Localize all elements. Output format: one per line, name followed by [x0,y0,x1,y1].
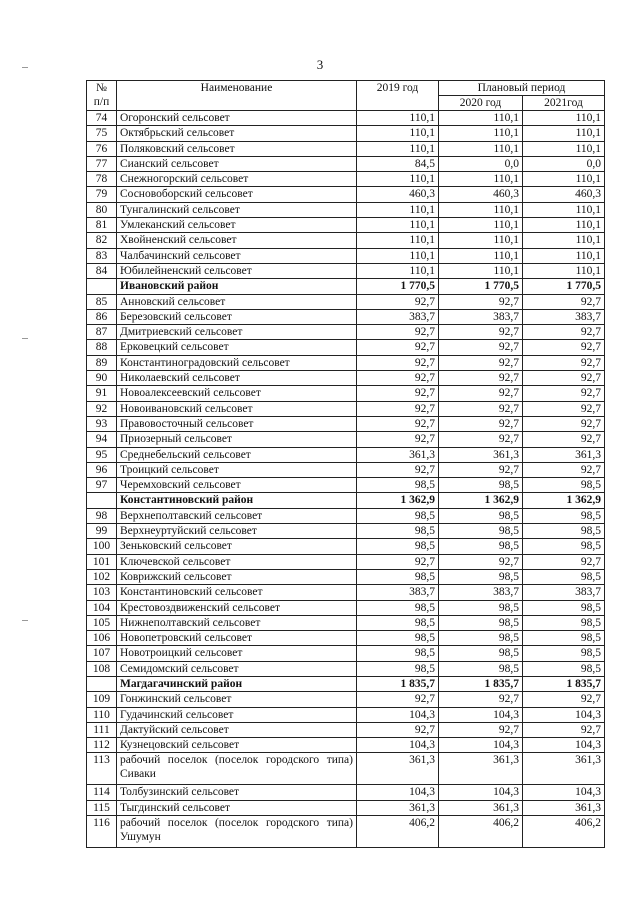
table-row [87,355,605,370]
table-row [87,432,605,447]
row-number: 100 [87,539,117,554]
table-row [87,753,605,785]
row-number: 98 [87,508,117,523]
table-row [87,539,605,554]
table-row [87,600,605,615]
row-value-2020: 98,5 [439,646,523,661]
row-value-2020: 110,1 [439,218,523,233]
table-row [87,141,605,156]
row-value-2019: 110,1 [357,263,439,278]
row-value-2019: 98,5 [357,615,439,630]
row-value-2019: 98,5 [357,600,439,615]
row-value-2020: 92,7 [439,294,523,309]
row-value-2019: 104,3 [357,785,439,800]
row-value-2021: 98,5 [523,631,605,646]
row-name: Снежногорский сельсовет [117,172,357,187]
scan-mark [22,338,28,339]
district-row [87,493,605,508]
table-row [87,340,605,355]
header-num-line2: п/п [93,96,110,108]
row-number: 90 [87,371,117,386]
row-name: рабочий поселок (поселок городского типа) Сиваки [117,753,357,785]
row-name: Николаевский сельсовет [117,371,357,386]
table-row [87,126,605,141]
row-number: 95 [87,447,117,462]
row-value-2019: 92,7 [357,554,439,569]
row-name: Приозерный сельсовет [117,432,357,447]
row-number: 74 [87,111,117,126]
row-number: 101 [87,554,117,569]
row-number: 89 [87,355,117,370]
row-number: 109 [87,692,117,707]
row-number: 115 [87,800,117,815]
row-number: 83 [87,248,117,263]
row-value-2021: 92,7 [523,722,605,737]
row-value-2020: 110,1 [439,111,523,126]
row-value-2019: 104,3 [357,707,439,722]
row-value-2021: 92,7 [523,401,605,416]
row-value-2021: 110,1 [523,233,605,248]
row-value-2019: 110,1 [357,126,439,141]
row-value-2019: 92,7 [357,692,439,707]
row-value-2020: 110,1 [439,263,523,278]
row-number: 110 [87,707,117,722]
row-value-2021: 406,2 [523,816,605,848]
row-value-2019: 383,7 [357,585,439,600]
row-value-2020: 92,7 [439,355,523,370]
row-value-2021: 104,3 [523,785,605,800]
table-row [87,325,605,340]
row-value-2019: 110,1 [357,172,439,187]
header-name: Наименование [117,81,357,111]
row-name: Октябрьский сельсовет [117,126,357,141]
row-name: Константиноградовский сельсовет [117,355,357,370]
row-name: Гудачинский сельсовет [117,707,357,722]
row-value-2021: 98,5 [523,478,605,493]
row-name: Дактуйский сельсовет [117,722,357,737]
row-value-2019: 92,7 [357,294,439,309]
row-number: 97 [87,478,117,493]
row-value-2019: 98,5 [357,478,439,493]
row-value-2021: 383,7 [523,585,605,600]
row-name: Сосновоборский сельсовет [117,187,357,202]
table-row [87,585,605,600]
row-value-2020: 92,7 [439,554,523,569]
row-value-2020: 110,1 [439,172,523,187]
table-row [87,447,605,462]
row-value-2020: 98,5 [439,569,523,584]
row-value-2021: 1 835,7 [523,676,605,691]
header-2020: 2020 год [439,96,523,111]
row-value-2019: 98,5 [357,508,439,523]
table-row [87,172,605,187]
row-name: Новоалексеевский сельсовет [117,386,357,401]
row-value-2021: 1 770,5 [523,279,605,294]
row-value-2020: 98,5 [439,615,523,630]
row-number: 82 [87,233,117,248]
row-value-2020: 92,7 [439,432,523,447]
row-name: Ивановский район [117,279,357,294]
row-name: Тыгдинский сельсовет [117,800,357,815]
row-value-2021: 98,5 [523,661,605,676]
row-name: Новоивановский сельсовет [117,401,357,416]
row-name: Юбилейненский сельсовет [117,263,357,278]
table-row [87,800,605,815]
row-value-2019: 110,1 [357,111,439,126]
row-name: Среднебельский сельсовет [117,447,357,462]
row-value-2020: 1 362,9 [439,493,523,508]
row-value-2019: 460,3 [357,187,439,202]
row-value-2020: 98,5 [439,508,523,523]
row-value-2021: 98,5 [523,508,605,523]
row-value-2021: 92,7 [523,325,605,340]
row-name: Кузнецовский сельсовет [117,738,357,753]
row-value-2020: 92,7 [439,692,523,707]
row-value-2021: 92,7 [523,462,605,477]
row-name: Березовский сельсовет [117,309,357,324]
row-name: Сианский сельсовет [117,156,357,171]
table-row [87,218,605,233]
row-value-2019: 92,7 [357,371,439,386]
row-value-2020: 92,7 [439,340,523,355]
row-name: Коврижский сельсовет [117,569,357,584]
table-row [87,631,605,646]
row-number [87,279,117,294]
row-number: 80 [87,202,117,217]
row-value-2019: 98,5 [357,646,439,661]
row-value-2019: 98,5 [357,569,439,584]
row-name: Константиновский район [117,493,357,508]
row-value-2021: 98,5 [523,615,605,630]
row-value-2020: 98,5 [439,539,523,554]
row-value-2020: 104,3 [439,738,523,753]
row-value-2019: 406,2 [357,816,439,848]
header-num [87,81,117,111]
table-row [87,478,605,493]
row-value-2021: 104,3 [523,738,605,753]
row-value-2019: 92,7 [357,416,439,431]
row-value-2019: 110,1 [357,141,439,156]
row-number: 78 [87,172,117,187]
row-value-2019: 98,5 [357,631,439,646]
row-value-2021: 110,1 [523,141,605,156]
row-number: 104 [87,600,117,615]
row-name: Тунгалинский сельсовет [117,202,357,217]
row-value-2020: 361,3 [439,800,523,815]
table-row [87,692,605,707]
row-value-2021: 92,7 [523,371,605,386]
row-name: Крестовоздвиженский сельсовет [117,600,357,615]
table-row [87,401,605,416]
table-row [87,738,605,753]
row-value-2021: 98,5 [523,569,605,584]
row-value-2021: 92,7 [523,432,605,447]
row-name: Хвойненский сельсовет [117,233,357,248]
row-value-2021: 1 362,9 [523,493,605,508]
row-name: Умлеканский сельсовет [117,218,357,233]
row-number: 102 [87,569,117,584]
district-row [87,676,605,691]
row-value-2021: 98,5 [523,646,605,661]
row-value-2020: 1 770,5 [439,279,523,294]
table-row [87,309,605,324]
row-number: 116 [87,816,117,848]
row-number: 88 [87,340,117,355]
row-number: 103 [87,585,117,600]
row-value-2019: 1 362,9 [357,493,439,508]
budget-table [86,80,605,848]
row-number: 111 [87,722,117,737]
header-2021: 2021год [523,96,605,111]
row-value-2021: 104,3 [523,707,605,722]
row-name: Гонжинский сельсовет [117,692,357,707]
row-number: 106 [87,631,117,646]
row-value-2019: 92,7 [357,340,439,355]
row-value-2021: 92,7 [523,294,605,309]
row-name: рабочий поселок (поселок городского типа) Ушумун [117,816,357,848]
row-number: 84 [87,263,117,278]
row-number: 107 [87,646,117,661]
row-value-2019: 84,5 [357,156,439,171]
table-row [87,202,605,217]
row-value-2020: 361,3 [439,447,523,462]
row-value-2020: 104,3 [439,707,523,722]
row-number: 86 [87,309,117,324]
table-row [87,371,605,386]
row-name: Новопетровский сельсовет [117,631,357,646]
row-number: 112 [87,738,117,753]
row-number: 91 [87,386,117,401]
row-name: Троицкий сельсовет [117,462,357,477]
row-number: 108 [87,661,117,676]
table-row [87,263,605,278]
row-value-2020: 0,0 [439,156,523,171]
row-name: Огоронский сельсовет [117,111,357,126]
row-value-2021: 98,5 [523,539,605,554]
row-value-2020: 110,1 [439,202,523,217]
row-number [87,493,117,508]
row-value-2021: 92,7 [523,416,605,431]
row-name: Нижнеполтавский сельсовет [117,615,357,630]
row-value-2021: 361,3 [523,753,605,785]
row-number: 75 [87,126,117,141]
row-number: 113 [87,753,117,785]
header-planned-period: Плановый период [439,81,605,96]
table-row [87,569,605,584]
row-value-2019: 98,5 [357,524,439,539]
row-value-2021: 92,7 [523,340,605,355]
row-value-2019: 92,7 [357,432,439,447]
row-value-2020: 104,3 [439,785,523,800]
row-number: 81 [87,218,117,233]
row-value-2019: 92,7 [357,401,439,416]
row-number: 99 [87,524,117,539]
row-number: 94 [87,432,117,447]
row-number: 76 [87,141,117,156]
row-name: Ерковецкий сельсовет [117,340,357,355]
row-value-2019: 110,1 [357,202,439,217]
row-value-2019: 104,3 [357,738,439,753]
row-value-2019: 361,3 [357,753,439,785]
row-value-2020: 460,3 [439,187,523,202]
row-value-2020: 98,5 [439,600,523,615]
district-row [87,279,605,294]
table-row [87,722,605,737]
row-value-2020: 110,1 [439,141,523,156]
row-name: Константиновский сельсовет [117,585,357,600]
row-value-2021: 110,1 [523,263,605,278]
row-number: 105 [87,615,117,630]
row-value-2021: 92,7 [523,386,605,401]
row-value-2019: 92,7 [357,722,439,737]
row-value-2019: 383,7 [357,309,439,324]
row-name: Магдагачинский район [117,676,357,691]
table-row [87,187,605,202]
row-name: Семидомский сельсовет [117,661,357,676]
table-row [87,785,605,800]
table-row [87,646,605,661]
row-number: 77 [87,156,117,171]
header-2019: 2019 год [357,81,439,111]
table-body [87,111,605,848]
row-number: 87 [87,325,117,340]
row-value-2019: 92,7 [357,355,439,370]
row-value-2019: 361,3 [357,800,439,815]
row-name: Правовосточный сельсовет [117,416,357,431]
row-value-2020: 92,7 [439,401,523,416]
row-value-2021: 110,1 [523,172,605,187]
row-value-2020: 110,1 [439,248,523,263]
table-row [87,615,605,630]
row-value-2021: 98,5 [523,524,605,539]
row-value-2020: 383,7 [439,309,523,324]
row-value-2019: 361,3 [357,447,439,462]
row-value-2019: 92,7 [357,462,439,477]
row-number: 114 [87,785,117,800]
table-row [87,248,605,263]
row-value-2019: 98,5 [357,661,439,676]
row-name: Дмитриевский сельсовет [117,325,357,340]
row-value-2019: 110,1 [357,233,439,248]
row-value-2021: 110,1 [523,248,605,263]
row-name: Верхнеполтавский сельсовет [117,508,357,523]
row-value-2020: 383,7 [439,585,523,600]
row-value-2020: 1 835,7 [439,676,523,691]
row-value-2019: 110,1 [357,218,439,233]
row-name: Черемховский сельсовет [117,478,357,493]
scan-mark [22,67,28,68]
table-row [87,661,605,676]
table-row [87,156,605,171]
row-value-2020: 98,5 [439,478,523,493]
header-num-line1: № [96,82,107,94]
row-value-2021: 361,3 [523,447,605,462]
row-value-2021: 0,0 [523,156,605,171]
row-number [87,676,117,691]
page-number: 3 [316,57,324,72]
row-number: 79 [87,187,117,202]
row-value-2020: 361,3 [439,753,523,785]
table-row [87,111,605,126]
row-name: Толбузинский сельсовет [117,785,357,800]
row-value-2021: 110,1 [523,126,605,141]
table-row [87,233,605,248]
row-value-2021: 92,7 [523,692,605,707]
row-name: Зеньковский сельсовет [117,539,357,554]
table-row [87,294,605,309]
row-value-2021: 110,1 [523,202,605,217]
row-value-2021: 92,7 [523,554,605,569]
row-value-2020: 110,1 [439,126,523,141]
table-row [87,508,605,523]
row-value-2020: 406,2 [439,816,523,848]
table-row [87,386,605,401]
row-value-2021: 460,3 [523,187,605,202]
scan-mark [22,620,28,621]
row-value-2020: 98,5 [439,661,523,676]
row-value-2020: 110,1 [439,233,523,248]
row-name: Верхнеуртуйский сельсовет [117,524,357,539]
row-value-2021: 110,1 [523,111,605,126]
row-name: Ключевской сельсовет [117,554,357,569]
table-row [87,524,605,539]
row-value-2020: 92,7 [439,371,523,386]
row-value-2019: 98,5 [357,539,439,554]
row-value-2019: 1 770,5 [357,279,439,294]
row-name: Анновский сельсовет [117,294,357,309]
row-number: 92 [87,401,117,416]
row-value-2020: 98,5 [439,524,523,539]
table-row [87,462,605,477]
row-name: Новотроицкий сельсовет [117,646,357,661]
row-value-2021: 110,1 [523,218,605,233]
row-value-2020: 92,7 [439,325,523,340]
row-value-2019: 110,1 [357,248,439,263]
table-row [87,416,605,431]
row-number: 96 [87,462,117,477]
row-value-2019: 92,7 [357,386,439,401]
row-value-2019: 1 835,7 [357,676,439,691]
row-number: 85 [87,294,117,309]
row-value-2021: 361,3 [523,800,605,815]
row-value-2021: 383,7 [523,309,605,324]
row-value-2021: 98,5 [523,600,605,615]
row-value-2020: 92,7 [439,462,523,477]
table-row [87,554,605,569]
table-header [87,81,605,111]
row-value-2019: 92,7 [357,325,439,340]
table-row [87,816,605,848]
row-value-2021: 92,7 [523,355,605,370]
row-name: Поляковский сельсовет [117,141,357,156]
table-row [87,707,605,722]
row-value-2020: 98,5 [439,631,523,646]
row-value-2020: 92,7 [439,416,523,431]
row-number: 93 [87,416,117,431]
row-value-2020: 92,7 [439,722,523,737]
row-name: Чалбачинский сельсовет [117,248,357,263]
row-value-2020: 92,7 [439,386,523,401]
